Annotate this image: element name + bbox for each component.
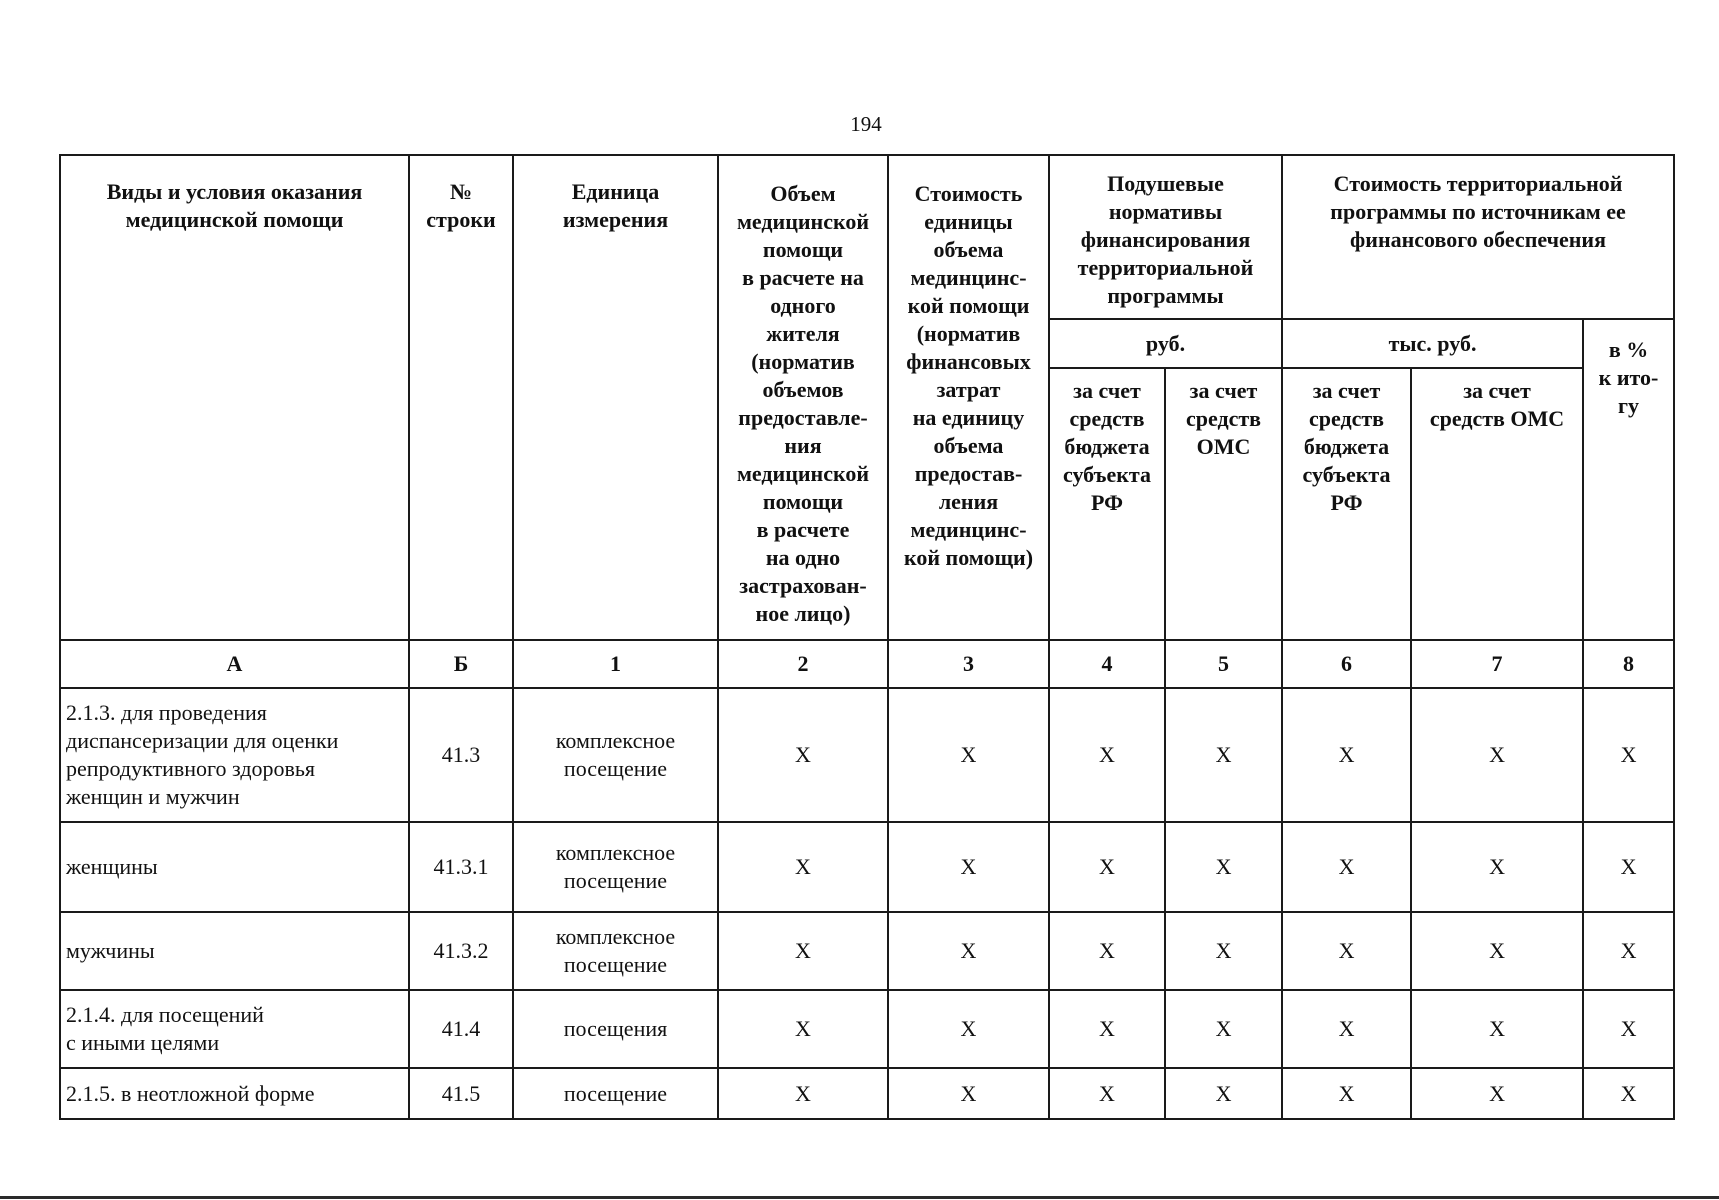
- row-unit: комплексное посещение: [513, 822, 718, 912]
- row-value: Х: [718, 990, 888, 1068]
- column-number: 4: [1049, 640, 1165, 688]
- row-value: Х: [1282, 822, 1411, 912]
- row-value: Х: [888, 990, 1049, 1068]
- header-row-1: [60, 155, 1674, 319]
- row-value: Х: [1165, 990, 1282, 1068]
- row-value: Х: [888, 822, 1049, 912]
- row-value: Х: [1282, 1068, 1411, 1119]
- row-name: женщины: [60, 822, 409, 912]
- row-value: Х: [1282, 688, 1411, 822]
- row-number: 41.5: [409, 1068, 513, 1119]
- row-value: Х: [1583, 822, 1674, 912]
- row-value: Х: [888, 688, 1049, 822]
- row-unit: комплексное посещение: [513, 688, 718, 822]
- header-oms-rub: за счет средств ОМС: [1165, 368, 1282, 640]
- row-value: Х: [1049, 1068, 1165, 1119]
- column-number: 1: [513, 640, 718, 688]
- row-value: Х: [1583, 990, 1674, 1068]
- row-value: Х: [1583, 688, 1674, 822]
- header-row-number: № строки: [409, 155, 513, 640]
- row-value: Х: [1165, 1068, 1282, 1119]
- row-name: мужчины: [60, 912, 409, 990]
- row-value: Х: [1165, 912, 1282, 990]
- table-row: [60, 688, 1674, 822]
- table-row: [60, 912, 1674, 990]
- row-value: Х: [1583, 912, 1674, 990]
- header-program-cost: Стоимость территориальной программы по источникам ее финансового обеспечения: [1282, 155, 1674, 319]
- column-number: 3: [888, 640, 1049, 688]
- header-oms-thousand-rub: за счет средств ОМС: [1411, 368, 1583, 640]
- header-unit-rub: руб.: [1049, 319, 1282, 368]
- row-value: Х: [1583, 1068, 1674, 1119]
- row-value: Х: [1165, 688, 1282, 822]
- row-number: 41.3: [409, 688, 513, 822]
- row-unit: посещения: [513, 990, 718, 1068]
- row-value: Х: [1411, 822, 1583, 912]
- row-value: Х: [1411, 990, 1583, 1068]
- header-unit-of-measure: Единица измерения: [513, 155, 718, 640]
- header-budget-thousand-rub: за счет средств бюджета субъекта РФ: [1282, 368, 1411, 640]
- row-value: Х: [1049, 688, 1165, 822]
- header-volume-per-resident: Объем медицинской помощи в расчете на одного жителя (норматив объемов предоставле- ния медицинской помощи в расчете на одно застрахован- ное лицо): [718, 155, 888, 640]
- budget-table: [59, 154, 1675, 1120]
- row-value: Х: [1411, 1068, 1583, 1119]
- row-value: Х: [888, 1068, 1049, 1119]
- row-value: Х: [718, 912, 888, 990]
- row-value: Х: [1049, 912, 1165, 990]
- table-row: [60, 1068, 1674, 1119]
- column-number: 8: [1583, 640, 1674, 688]
- row-value: Х: [718, 688, 888, 822]
- row-number: 41.3.2: [409, 912, 513, 990]
- row-value: Х: [1165, 822, 1282, 912]
- row-name: 2.1.5. в неотложной форме: [60, 1068, 409, 1119]
- row-unit: посещение: [513, 1068, 718, 1119]
- row-value: Х: [1049, 990, 1165, 1068]
- header-per-capita-norms: Подушевые нормативы финансирования территориальной программы: [1049, 155, 1282, 319]
- page-number: 194: [850, 112, 882, 136]
- row-number: 41.4: [409, 990, 513, 1068]
- row-name: 2.1.4. для посещений с иными целями: [60, 990, 409, 1068]
- row-unit: комплексное посещение: [513, 912, 718, 990]
- header-budget-rub: за счет средств бюджета субъекта РФ: [1049, 368, 1165, 640]
- row-value: Х: [1282, 912, 1411, 990]
- column-number: А: [60, 640, 409, 688]
- row-number: 41.3.1: [409, 822, 513, 912]
- column-number: 2: [718, 640, 888, 688]
- row-value: Х: [1411, 912, 1583, 990]
- header-unit-thousand-rub: тыс. руб.: [1282, 319, 1583, 368]
- row-value: Х: [718, 1068, 888, 1119]
- row-value: Х: [718, 822, 888, 912]
- table-row: [60, 990, 1674, 1068]
- row-value: Х: [1282, 990, 1411, 1068]
- row-value: Х: [1411, 688, 1583, 822]
- column-number: Б: [409, 640, 513, 688]
- header-unit-cost: Стоимость единицы объема мединцинс- кой помощи (норматив финансовых затрат на единицу объема предостав- ления мединцинс- кой помощи): [888, 155, 1049, 640]
- scan-edge-divider: [0, 1196, 1719, 1199]
- table-row: [60, 822, 1674, 912]
- header-percent-of-total: в % к ито- гу: [1583, 319, 1674, 640]
- column-number-row: [60, 640, 1674, 688]
- header-type-of-care: Виды и условия оказания медицинской помощи: [60, 155, 409, 640]
- row-value: Х: [888, 912, 1049, 990]
- row-value: Х: [1049, 822, 1165, 912]
- column-number: 7: [1411, 640, 1583, 688]
- column-number: 6: [1282, 640, 1411, 688]
- column-number: 5: [1165, 640, 1282, 688]
- row-name: 2.1.3. для проведения диспансеризации для оценки репродуктивного здоровья женщин и мужчин: [60, 688, 409, 822]
